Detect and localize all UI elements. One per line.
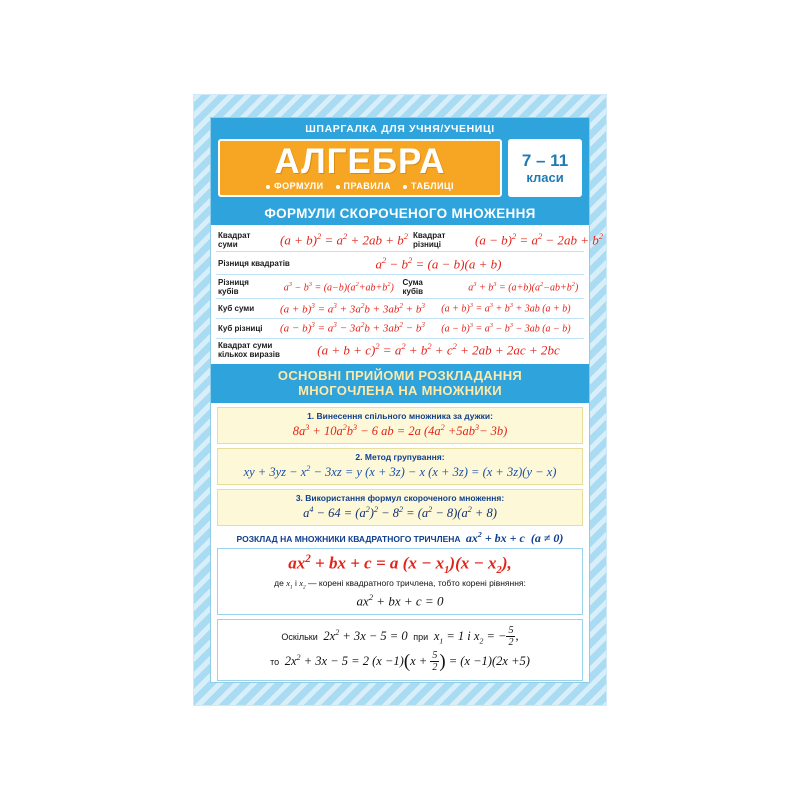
formula-expression: $(a - b)^2 = a^2 - 2ab + b^2$ bbox=[474, 230, 603, 248]
subtitle-row bbox=[266, 181, 454, 191]
trinomial-note: де $x_1$ і $x_2$ — корені квадратного тричлена, тобто корені рівняння: bbox=[274, 578, 526, 591]
example-box-formulas bbox=[217, 489, 583, 526]
formula-cell bbox=[430, 302, 582, 314]
formula-label: Сума кубів bbox=[402, 277, 424, 296]
subtitle-item-formulas bbox=[266, 181, 324, 191]
trinomial-box bbox=[217, 548, 583, 615]
example-caption: 2. Метод групування: bbox=[355, 451, 445, 462]
formula-label: Квадрат суми кількох виразів bbox=[218, 341, 280, 360]
worked-example-line-1: Оскільки $2x^2 + 3x - 5 = 0$ при $x_1 = 1$ і $x_2$ = − $\frac{5}{2}$ , bbox=[281, 625, 519, 649]
formula-cell bbox=[218, 302, 425, 316]
formula-expression: $(a + b)^2 = a^2 + 2ab + b^2$ bbox=[280, 230, 408, 248]
subtitle-label: ФОРМУЛИ bbox=[273, 181, 324, 191]
table-row bbox=[216, 228, 603, 252]
table-row bbox=[216, 275, 584, 299]
subtitle-item-rules bbox=[336, 181, 391, 191]
trinomial-heading-expression: $ax^2$ + bx + c (a ≠ 0) bbox=[465, 530, 564, 546]
example-expression: xy + $3yz - x^2 - 3xz = y$ (x + 3z) − x (x + 3z) = (x + 3z)(y − x) bbox=[243, 463, 557, 479]
subtitle-label: ПРАВИЛА bbox=[343, 181, 392, 191]
page-title: АЛГЕБРА bbox=[274, 142, 446, 181]
table-row bbox=[216, 339, 584, 362]
formula-label: Квадрат різниці bbox=[412, 230, 446, 249]
worked-example-line-2: то $2x^2 + 3x - 5 = 2$ (x −1)(x + $\frac{5}{2}$ ) = (x −1)(2x +5) bbox=[270, 650, 530, 674]
worked-example-box bbox=[217, 619, 583, 681]
section-title-factorization bbox=[211, 364, 589, 403]
grades-word: класи bbox=[526, 170, 564, 185]
title-block bbox=[211, 139, 589, 203]
bullet-dot-icon bbox=[266, 185, 270, 189]
title-panel bbox=[218, 139, 502, 197]
formula-expression: $(a + b + c)^2 = a^2 + b^2 + c^2 + 2ab + 2ac + 2bc$ bbox=[317, 341, 560, 358]
formula-expression: $a^2 - b^2 = (a - b)(a + b)$ bbox=[375, 254, 502, 271]
worked-example-prefix: Оскільки bbox=[281, 632, 318, 643]
formula-label: Квадрат суми bbox=[218, 230, 251, 249]
subtitle-item-tables bbox=[403, 181, 454, 191]
top-banner: ШПАРГАЛКА ДЛЯ УЧНЯ/УЧЕНИЦІ bbox=[211, 118, 589, 139]
formula-expression: $(a + b)^3 = a^3 + b^3 + 3ab$ (a + b) bbox=[441, 302, 571, 315]
formula-label: Різниця квадратів bbox=[218, 258, 290, 268]
formula-cell bbox=[218, 321, 425, 335]
subtitle-label: ТАБЛИЦІ bbox=[411, 181, 455, 191]
formula-table bbox=[211, 225, 603, 364]
poster-card bbox=[194, 95, 606, 705]
formula-expression: $a^3 - b^3 = (a-b)(a^2+ab+b^2)$ bbox=[283, 280, 394, 293]
formula-label: Куб суми bbox=[218, 304, 255, 314]
trinomial-main-formula: $ax^2$ + bx + c = a $(x - x_1)(x - x_2)$, bbox=[288, 553, 512, 577]
trinomial-equation: $ax^2$ + bx + c = 0 bbox=[356, 591, 444, 609]
formula-label: Куб різниці bbox=[218, 323, 263, 333]
worked-example-conj: при bbox=[413, 632, 429, 643]
formula-cell bbox=[413, 231, 603, 249]
table-row bbox=[216, 299, 584, 319]
trinomial-heading-text: РОЗКЛАД НА МНОЖНИКИ КВАДРАТНОГО ТРИЧЛЕНА bbox=[236, 534, 461, 545]
section-title-line1: ОСНОВНІ ПРИЙОМИ РОЗКЛАДАННЯ bbox=[277, 367, 523, 383]
example-box-grouping bbox=[217, 448, 583, 485]
formula-expression: $(a - b)^3 = a^3 - 3a^2b + 3ab^2 - b^3$ bbox=[280, 321, 425, 336]
formula-expression: $a^3 + b^3 = (a+b)(a^2-ab+b^2)$ bbox=[468, 280, 579, 293]
section-title-line2: МНОГОЧЛЕНА НА МНОЖНИКИ bbox=[298, 382, 502, 398]
formula-cell bbox=[218, 278, 398, 296]
formula-cell bbox=[218, 231, 408, 249]
poster-inner bbox=[210, 117, 603, 683]
example-expression: $a^4 - 64 = (a^2)^2 - 8^2 = (a^2 - 8)(a^2 + 8)$ bbox=[303, 504, 497, 521]
section-title-multiplication: ФОРМУЛИ СКОРОЧЕНОГО МНОЖЕННЯ bbox=[211, 203, 589, 225]
example-caption: 1. Винесення спільного множника за дужки: bbox=[307, 410, 493, 421]
formula-cell bbox=[403, 278, 583, 296]
trinomial-heading bbox=[217, 530, 583, 546]
grades-range: 7 – 11 bbox=[521, 151, 569, 170]
bullet-dot-icon bbox=[336, 185, 340, 189]
formula-expression: $(a - b)^3 = a^3 - b^3 - 3ab$ (a − b) bbox=[441, 322, 571, 335]
example-expression: $8a^3 + 10a^2b^3 - 6$ ab = 2a $(4a^2 +5ab^3- 3b)$ bbox=[292, 422, 508, 438]
formula-expression: $(a + b)^3 = a^3 + 3a^2b + 3ab^2 + b^3$ bbox=[280, 301, 425, 316]
table-row bbox=[216, 252, 584, 275]
example-caption: 3. Використання формул скороченого множення: bbox=[295, 492, 505, 503]
formula-label: Різниця кубів bbox=[218, 277, 249, 296]
table-row bbox=[216, 319, 584, 339]
worked-example-prefix-2: то bbox=[270, 656, 280, 667]
bullet-dot-icon bbox=[403, 185, 407, 189]
grades-badge bbox=[508, 139, 582, 197]
example-box-common-factor bbox=[217, 407, 583, 444]
formula-cell bbox=[430, 322, 582, 334]
